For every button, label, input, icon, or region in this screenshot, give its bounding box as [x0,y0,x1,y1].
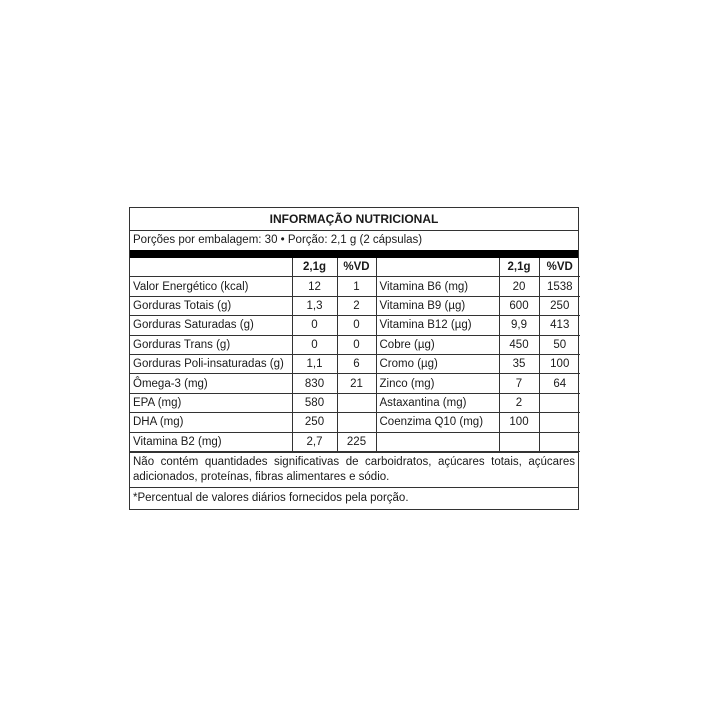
nutrient-name: Gorduras Saturadas (g) [130,316,292,335]
nutrient-table-body [130,258,580,451]
nutrient-value: 100 [499,413,539,432]
nutrient-dv [337,413,376,432]
nutrient-value: 1,1 [292,354,337,373]
nutrient-value: 830 [292,374,337,393]
nutrient-value: 0 [292,316,337,335]
nutrient-value: 2 [499,393,539,412]
nutrition-facts-label [129,207,579,510]
nutrient-dv: 0 [337,316,376,335]
nutrient-name: Cobre (µg) [376,335,499,354]
header-portion-right: 2,1g [499,258,539,277]
table-row [130,413,580,432]
nutrient-dv: 1538 [539,277,580,296]
table-row [130,354,580,373]
nutrient-name [376,432,499,451]
table-header-row [130,258,580,277]
nutrient-dv [539,393,580,412]
header-dv-left: %VD [337,258,376,277]
header-portion-left: 2,1g [292,258,337,277]
nutrient-name: Zinco (mg) [376,374,499,393]
nutrient-dv: 64 [539,374,580,393]
nutrient-name: Valor Energético (kcal) [130,277,292,296]
table-row [130,374,580,393]
nutrient-value: 9,9 [499,316,539,335]
table-row [130,316,580,335]
nutrient-dv: 225 [337,432,376,451]
table-row [130,335,580,354]
nutrient-name: Vitamina B2 (mg) [130,432,292,451]
label-title: INFORMAÇÃO NUTRICIONAL [130,208,578,231]
thick-divider [130,250,578,258]
nutrient-name: Astaxantina (mg) [376,393,499,412]
table-row [130,393,580,412]
nutrient-dv: 100 [539,354,580,373]
nutrient-value: 450 [499,335,539,354]
nutrient-table [130,258,580,452]
nutrient-name: Vitamina B9 (µg) [376,296,499,315]
nutrient-name: Gorduras Trans (g) [130,335,292,354]
nutrient-dv: 50 [539,335,580,354]
table-row [130,277,580,296]
table-row [130,432,580,451]
header-blank-left [130,258,292,277]
nutrient-dv [337,393,376,412]
nutrient-value: 35 [499,354,539,373]
nutrient-name: Ômega-3 (mg) [130,374,292,393]
nutrient-value: 600 [499,296,539,315]
nutrient-value: 0 [292,335,337,354]
nutrient-value: 12 [292,277,337,296]
nutrient-name: DHA (mg) [130,413,292,432]
nutrient-dv: 0 [337,335,376,354]
nutrient-value: 250 [292,413,337,432]
nutrient-dv: 1 [337,277,376,296]
nutrient-dv [539,432,580,451]
nutrient-value [499,432,539,451]
nutrient-name: Coenzima Q10 (mg) [376,413,499,432]
nutrient-name: EPA (mg) [130,393,292,412]
nutrient-dv [539,413,580,432]
nutrient-value: 20 [499,277,539,296]
nutrient-dv: 6 [337,354,376,373]
header-blank-right [376,258,499,277]
nutrient-value: 2,7 [292,432,337,451]
header-dv-right: %VD [539,258,580,277]
nutrient-name: Vitamina B6 (mg) [376,277,499,296]
footnote-daily-values: *Percentual de valores diários fornecidos pela porção. [130,487,578,509]
nutrient-value: 1,3 [292,296,337,315]
serving-info: Porções por embalagem: 30 • Porção: 2,1 g (2 cápsulas) [133,234,423,246]
nutrient-dv: 250 [539,296,580,315]
footnote-nonsignificant: Não contém quantidades significativas de carboidratos, açúcares totais, açúcares adicionados, proteínas, fibras alimentares e sódio. [130,452,578,487]
nutrient-name: Cromo (µg) [376,354,499,373]
nutrient-dv: 413 [539,316,580,335]
nutrient-dv: 21 [337,374,376,393]
nutrient-name: Vitamina B12 (µg) [376,316,499,335]
nutrient-value: 580 [292,393,337,412]
nutrient-value: 7 [499,374,539,393]
nutrient-name: Gorduras Totais (g) [130,296,292,315]
nutrient-name: Gorduras Poli-insaturadas (g) [130,354,292,373]
nutrient-dv: 2 [337,296,376,315]
table-row [130,296,580,315]
